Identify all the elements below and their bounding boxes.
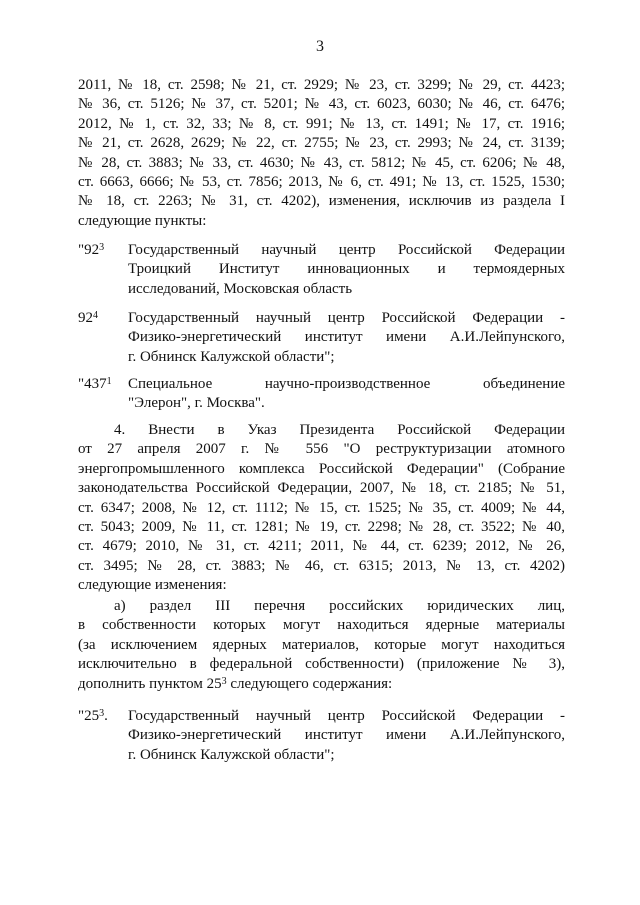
text-line: ст. 5043; 2009, № 11, ст. 1281; № 19, ст. 2298; № 28, ст. 3522; № 40, [78, 518, 565, 535]
item-text-line: Физико-энергетический институт имени А.И.Лейпунского, [128, 329, 565, 346]
item-text-line: Государственный научный центр Российской Федерации [128, 242, 565, 258]
text-line: исключительно в федеральной собственности) (приложение № 3), [78, 656, 565, 673]
page-number: 3 [316, 38, 324, 55]
references-paragraph [78, 76, 565, 231]
item-number: "$92^3$ [78, 242, 105, 258]
item-text-line: Физико-энергетический институт имени А.И.Лейпунского, [128, 727, 565, 744]
text-line: законодательства Российской Федерации, 2007, № 18, ст. 2185; № 51, [78, 480, 565, 497]
text-line: ст. 6347; 2008, № 12, ст. 1112; № 15, ст. 1525; № 35, ст. 4009; № 44, [78, 499, 565, 516]
text-line: энергопромышленного комплекса Российской Федерации" (Собрание [78, 460, 565, 477]
text-line: ст. 4679; 2010, № 31, ст. 4211; 2011, № 44, ст. 6239; 2012, № 26, [78, 538, 565, 555]
text-line: ст. 3495; № 28, ст. 3883; № 46, ст. 6315; 2013, № 13, ст. 4202) [78, 557, 565, 574]
text-line: ст. 6663, 6666; № 53, ст. 7856; 2013, № 6, ст. 491; № 13, ст. 1525, 1530; [78, 173, 565, 190]
item-text-line: Государственный научный центр Российской Федерации - [128, 310, 565, 326]
item-text-line: Специальное научно-производственное объединение [128, 376, 565, 392]
text-line: следующие пункты: [78, 212, 207, 229]
text-line: 4. Внести в Указ Президента Российской Федерации [114, 422, 565, 438]
text-line: № 21, ст. 2628, 2629; № 22, ст. 2755; № 23, ст. 2993; № 24, ст. 3139; [78, 135, 565, 152]
item-number: "$437^1$ [78, 376, 112, 392]
text-line: от 27 апреля 2007 г. № 556 "О реструктуризации атомного [78, 441, 565, 458]
text-line: 2011, № 18, ст. 2598; № 21, ст. 2929; № 23, ст. 3299; № 29, ст. 4423; [78, 77, 565, 93]
item-text-line: г. Обнинск Калужской области"; [128, 746, 335, 763]
item-text-line: г. Обнинск Калужской области"; [128, 348, 335, 365]
item-text-line: Троицкий Институт инновационных и термоядерных [128, 261, 565, 278]
text-line: (за исключением ядерных материалов, которые могут находиться [78, 636, 565, 653]
text-line: 2012, № 1, ст. 32, 33; № 8, ст. 991; № 13, ст. 1491; № 17, ст. 1916; [78, 115, 565, 132]
subparagraph-a [78, 597, 565, 694]
text-line: № 28, ст. 3883; № 33, ст. 4630; № 43, ст. 5812; № 45, ст. 6206; № 48, [78, 154, 565, 171]
item-text-line: исследований, Московская область [128, 280, 353, 297]
item-text-line: "Элерон", г. Москва". [128, 395, 265, 412]
section-4-paragraph [78, 421, 565, 596]
text-line: а) раздел III перечня российских юридических лиц, [114, 598, 565, 614]
text-line: дополнить пунктом $25^3$ следующего содержания: [78, 675, 393, 692]
item-text-line: Государственный научный центр Российской Федерации - [128, 708, 565, 724]
text-line: следующие изменения: [78, 577, 227, 594]
item-number: $92^4$ [78, 310, 98, 326]
item-number: "$25^3$. [78, 708, 108, 724]
text-line: № 36, ст. 5126; № 37, ст. 5201; № 43, ст. 6023, 6030; № 46, ст. 6476; [78, 96, 565, 113]
text-line: в собственности которых могут находиться ядерные материалы [78, 617, 565, 634]
text-line: № 18, ст. 2263; № 31, ст. 4202), изменения, исключив из раздела I [78, 193, 565, 210]
